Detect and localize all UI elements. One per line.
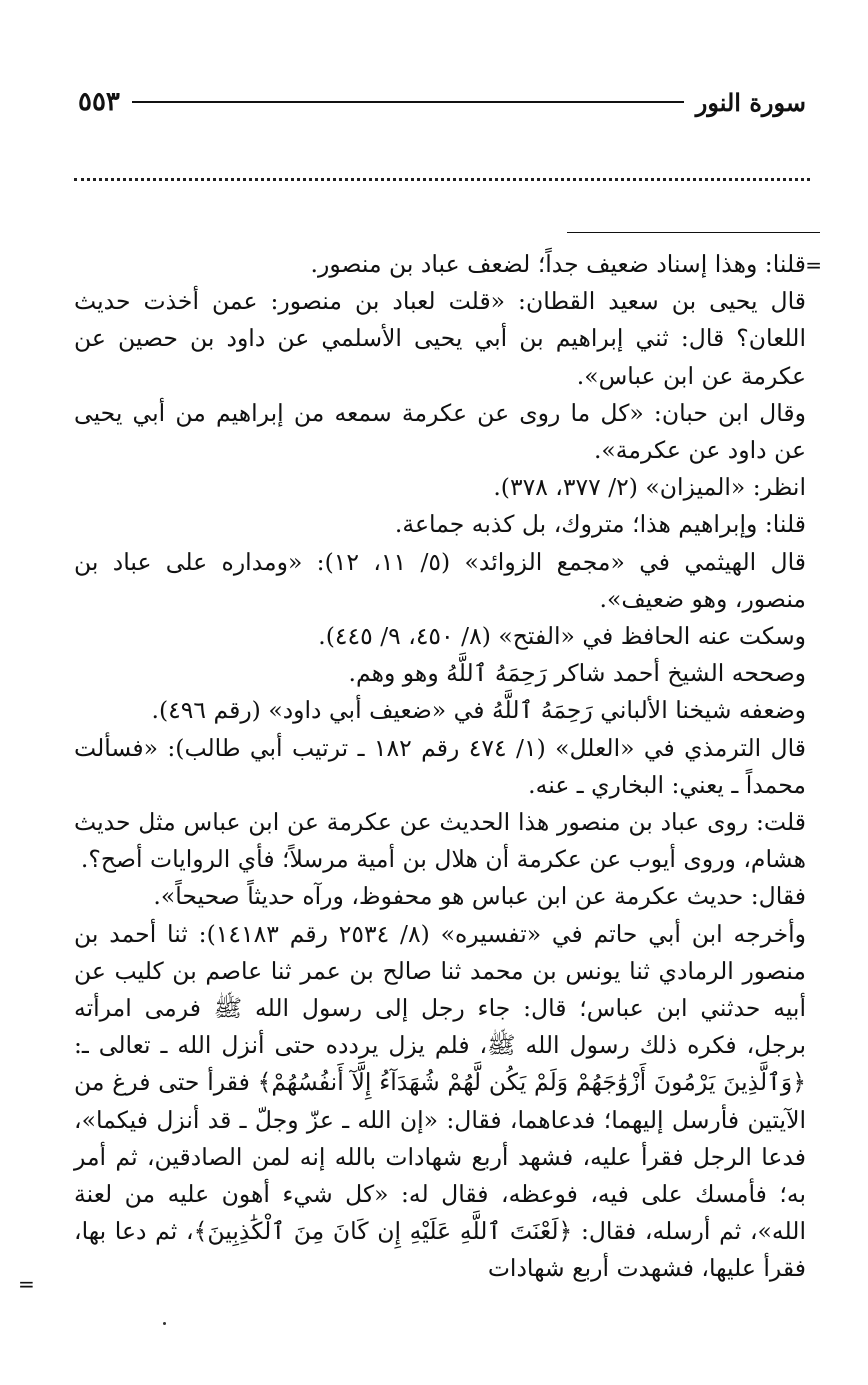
- running-header: [78, 82, 806, 122]
- paragraph: قلنا: وهذا إسناد ضعيف جداً؛ لضعف عباد بن منصور.: [310, 250, 806, 278]
- continuation-mark-bottom: =: [18, 1272, 35, 1296]
- paragraph: قال الترمذي في «العلل» (١/ ٤٧٤ رقم ١٨٢ ـ ترتيب أبي طالب): «فسألت محمداً ـ يعني: البخاري ـ عنه.: [74, 733, 806, 799]
- paragraph: وأخرجه ابن أبي حاتم في «تفسيره» (٨/ ٢٥٣٤ رقم ١٤١٨٣): ثنا أحمد بن منصور الرمادي ثنا يونس بن محمد ثنا صالح بن عمر ثنا عاصم بن كليب عن أبيه حدثني ابن عباس؛ قال: جاء رجل إلى رسول الله ﷺ فرمى امرأته برجل، فكره ذلك رسول الله ﷺ، فلم يزل يردده حتى أنزل الله ـ تعالى ـ: ﴿وَٱلَّذِينَ يَرْمُونَ أَزْوَٰجَهُمْ وَلَمْ يَكُن لَّهُمْ شُهَدَآءُ إِلَّآ أَنفُسُهُمْ﴾ فقرأ حتى فرغ من الآيتين فأرسل إليهما؛ فدعاهما، فقال: «إن الله ـ عزّ وجلّ ـ قد أنزل فيكما»، فدعا الرجل فقرأ عليه، فشهد أربع شهادات بالله إنه لمن الصادقين، ثم أمر به؛ فأمسك على فيه، فوعظه، فقال له: «كل شيء أهون عليه من لعنة الله»، ثم أرسله، فقال: ﴿لَعْنَتَ ٱللَّهِ عَلَيْهِ إِن كَانَ مِنَ ٱلْكَٰذِبِينَ﴾، ثم دعا بها، فقرأ عليها، فشهدت أربع شهادات: [74, 919, 807, 1283]
- continuation-mark-top: =: [805, 253, 822, 277]
- header-rule: [132, 101, 684, 103]
- stray-dot: [163, 1322, 166, 1325]
- paragraph: قلنا: وإبراهيم هذا؛ متروك، بل كذبه جماعة.: [394, 510, 806, 539]
- paragraph: وصححه الشيخ أحمد شاكر رَحِمَهُ ٱللَّهُ وهو وهم.: [348, 659, 806, 688]
- page-number: ٥٥٣: [78, 87, 120, 117]
- paragraph: وقال ابن حبان: «كل ما روى عن عكرمة سمعه من إبراهيم من أبي يحيى عن داود عن عكرمة».: [74, 398, 806, 465]
- paragraph: قال يحيى بن سعيد القطان: «قلت لعباد بن منصور: عمن أخذت حديث اللعان؟ قال: ثني إبراهيم بن أبي يحيى الأسلمي عن داود بن حصين عن عكرمة عن ابن عباس».: [74, 287, 806, 390]
- paragraph: انظر: «الميزان» (٢/ ٣٧٧، ٣٧٨).: [493, 473, 806, 502]
- paragraph: قال الهيثمي في «مجمع الزوائد» (٥/ ١١، ١٢): «ومداره على عباد بن منصور، وهو ضعيف».: [74, 547, 806, 613]
- surah-title: سورة النور: [695, 87, 806, 117]
- paragraph: قلت: روى عباد بن منصور هذا الحديث عن عكرمة عن ابن عباس مثل حديث هشام، وروى أيوب عن عكرمة أن هلال بن أمية مرسلاً؛ فأي الروايات أصح؟.: [74, 808, 806, 874]
- footnote-rule: [567, 232, 820, 233]
- dotted-separator: [74, 178, 810, 181]
- paragraph: فقال: حديث عكرمة عن ابن عباس هو محفوظ، ورآه حديثاً صحيحاً».: [153, 882, 806, 911]
- paragraph: وسكت عنه الحافظ في «الفتح» (٨/ ٤٥٠، ٩/ ٤٤٥).: [318, 622, 806, 651]
- footnote-body: [74, 246, 806, 1288]
- paragraph: وضعفه شيخنا الألباني رَحِمَهُ ٱللَّهُ في «ضعيف أبي داود» (رقم ٤٩٦).: [151, 696, 806, 725]
